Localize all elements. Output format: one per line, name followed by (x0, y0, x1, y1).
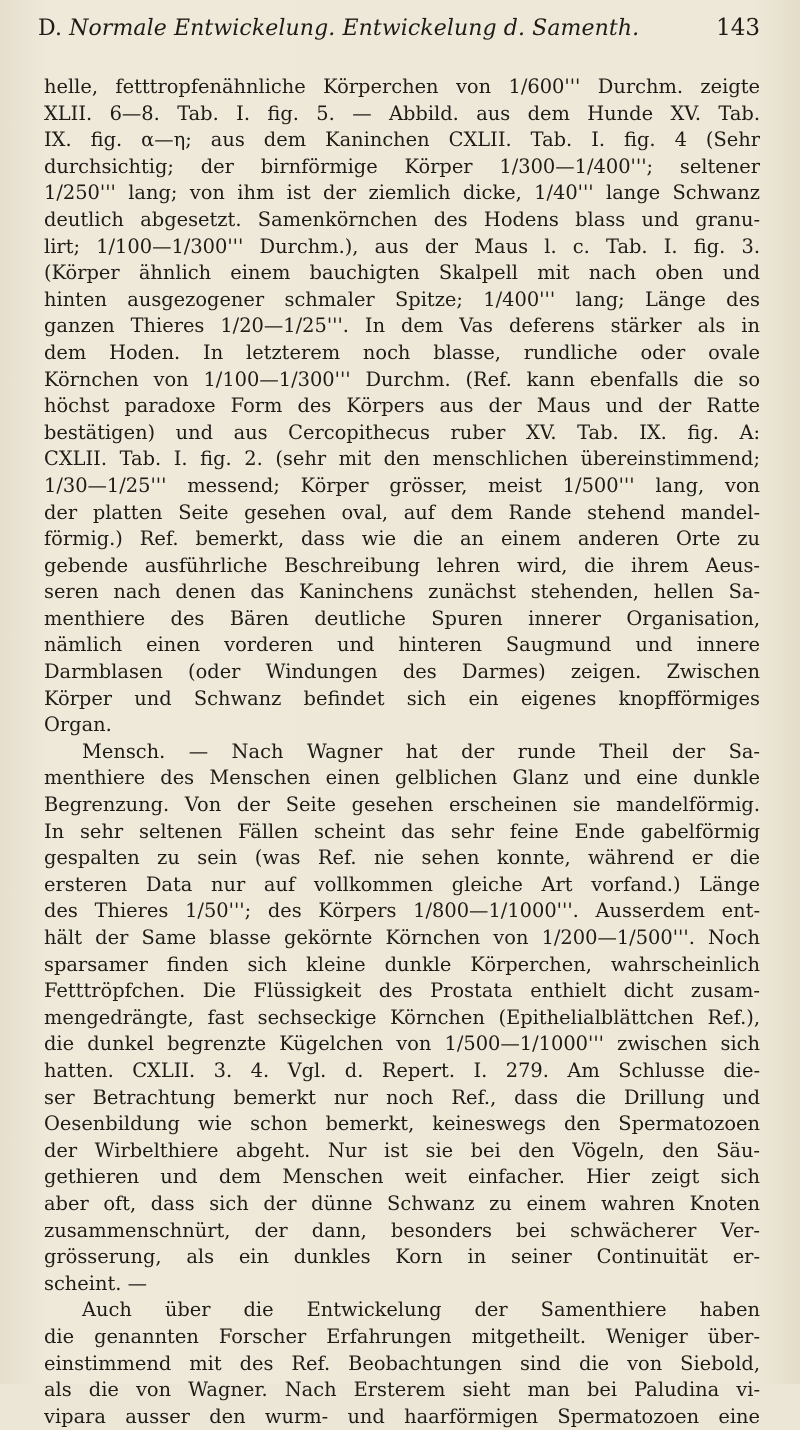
text-line: Organ. (44, 713, 112, 737)
text-line: deutlich abgesetzt. Samenkörnchen des Hodens blass und granu- (44, 207, 760, 231)
text-line: Fetttröpfchen. Die Flüssigkeit des Prostata enthielt dicht zusam- (44, 979, 760, 1003)
text-line: gespalten zu sein (was Ref. nie sehen konnte, während er die (44, 846, 760, 870)
text-line: Körper und Schwanz befindet sich ein eigenes knopfförmiges (44, 686, 760, 710)
text-line: gebende ausführliche Beschreibung lehren wird, die ihrem Aeus- (44, 553, 760, 577)
text-line: menthiere des Menschen einen gelblichen Glanz und eine dunkle (44, 766, 760, 790)
text-line: grösserung, als ein dunkles Korn in seiner Continuität er- (44, 1245, 760, 1269)
text-line: (Körper ähnlich einem bauchigten Skalpell mit nach oben und (44, 261, 760, 285)
text-line: zusammenschnürt, der dann, besonders bei schwächerer Ver- (44, 1218, 760, 1242)
text-line: Begrenzung. Von der Seite gesehen erscheinen sie mandelförmig. (44, 793, 760, 817)
text-line: IX. fig. α—η; aus dem Kaninchen CXLII. Tab. I. fig. 4 (Sehr (44, 128, 760, 152)
text-line: menthiere des Bären deutliche Spuren innerer Organisation, (44, 606, 760, 630)
text-line: ersteren Data nur auf vollkommen gleiche Art vorfand.) Länge (44, 872, 760, 896)
text-line: ganzen Thieres 1/20—1/25'''. In dem Vas deferens stärker als in (44, 314, 760, 338)
text-line: In sehr seltenen Fällen scheint das sehr feine Ende gabelförmig (44, 819, 760, 843)
text-line: 1/30—1/25''' messend; Körper grösser, meist 1/500''' lang, von (44, 473, 760, 497)
text-line: mengedrängte, fast sechseckige Körnchen (Epithelialblättchen Ref.), (44, 1005, 760, 1029)
text-line: Darmblasen (oder Windungen des Darmes) zeigen. Zwischen (44, 660, 760, 684)
text-line: ser Betrachtung bemerkt nur noch Ref., dass die Drillung und (44, 1085, 760, 1109)
running-header (38, 12, 760, 52)
text-line: förmig.) Ref. bemerkt, dass wie die an einem anderen Orte zu (44, 527, 760, 551)
text-line: seren nach denen das Kaninchens zunächst stehenden, hellen Sa- (44, 580, 760, 604)
text-line: Auch über die Entwickelung der Samenthiere haben (82, 1298, 760, 1322)
text-line: CXLII. Tab. I. fig. 2. (sehr mit den menschlichen übereinstimmend; (44, 447, 760, 471)
text-line: hinten ausgezogener schmaler Spitze; 1/400''' lang; Länge des (44, 287, 760, 311)
text-line: die dunkel begrenzte Kügelchen von 1/500—1/1000''' zwischen sich (44, 1032, 760, 1056)
text-line: Körnchen von 1/100—1/300''' Durchm. (Ref. kann ebenfalls die so (44, 367, 760, 391)
text-line: der Wirbelthiere abgeht. Nur ist sie bei den Vögeln, den Säu- (44, 1138, 760, 1162)
text-line: hatten. CXLII. 3. 4. Vgl. d. Repert. I. 279. Am Schlusse die- (44, 1058, 760, 1082)
text-line: die genannten Forscher Erfahrungen mitgetheilt. Weniger über- (44, 1324, 760, 1348)
text-line: einstimmend mit des Ref. Beobachtungen sind die von Siebold, (44, 1351, 760, 1375)
text-line: sparsamer finden sich kleine dunkle Körperchen, wahrscheinlich (44, 952, 760, 976)
text-line: gethieren und dem Menschen weit einfacher. Hier zeigt sich (44, 1165, 760, 1189)
body-text (44, 74, 760, 1430)
text-line: aber oft, dass sich der dünne Schwanz zu einem wahren Knoten (44, 1191, 760, 1215)
text-line: lirt; 1/100—1/300''' Durchm.), aus der Maus l. c. Tab. I. fig. 3. (44, 234, 760, 258)
text-line: Oesenbildung wie schon bemerkt, keineswegs den Spermatozoen (44, 1112, 760, 1136)
text-line: dem Hoden. In letzterem noch blasse, rundliche oder ovale (44, 340, 760, 364)
text-line: nämlich einen vorderen und hinteren Saugmund und innere (44, 633, 760, 657)
text-line: der platten Seite gesehen oval, auf dem Rande stehend mandel- (44, 500, 760, 524)
text-line: vipara ausser den wurm- und haarförmigen Spermatozoen eine (44, 1404, 760, 1428)
page-number: 143 (716, 15, 760, 41)
running-title (38, 13, 639, 45)
text-line: als die von Wagner. Nach Ersterem sieht man bei Paludina vi- (44, 1378, 760, 1402)
section-label: D. (38, 16, 63, 41)
text-line: 1/250''' lang; von ihm ist der ziemlich dicke, 1/40''' lange Schwanz (44, 181, 760, 205)
text-line: hält der Same blasse gekörnte Körnchen von 1/200—1/500'''. Noch (44, 926, 760, 949)
text-line: des Thieres 1/50'''; des Körpers 1/800—1/1000'''. Ausserdem ent- (44, 899, 760, 923)
chapter-title: Normale Entwickelung. Entwickelung d. Samenth. (69, 16, 640, 41)
text-line: helle, fetttropfenähnliche Körperchen von 1/600''' Durchm. zeigte (44, 75, 760, 98)
text-line: Mensch. — Nach Wagner hat der runde Theil der Sa- (82, 739, 760, 763)
text-line: XLII. 6—8. Tab. I. fig. 5. — Abbild. aus dem Hunde XV. Tab. (44, 101, 760, 125)
text-line: durchsichtig; der birnförmige Körper 1/300—1/400'''; seltener (44, 154, 760, 178)
text-line: höchst paradoxe Form des Körpers aus der Maus und der Ratte (44, 394, 760, 418)
text-line: bestätigen) und aus Cercopithecus ruber XV. Tab. IX. fig. A: (44, 420, 760, 444)
text-line: scheint. — (44, 1271, 147, 1295)
